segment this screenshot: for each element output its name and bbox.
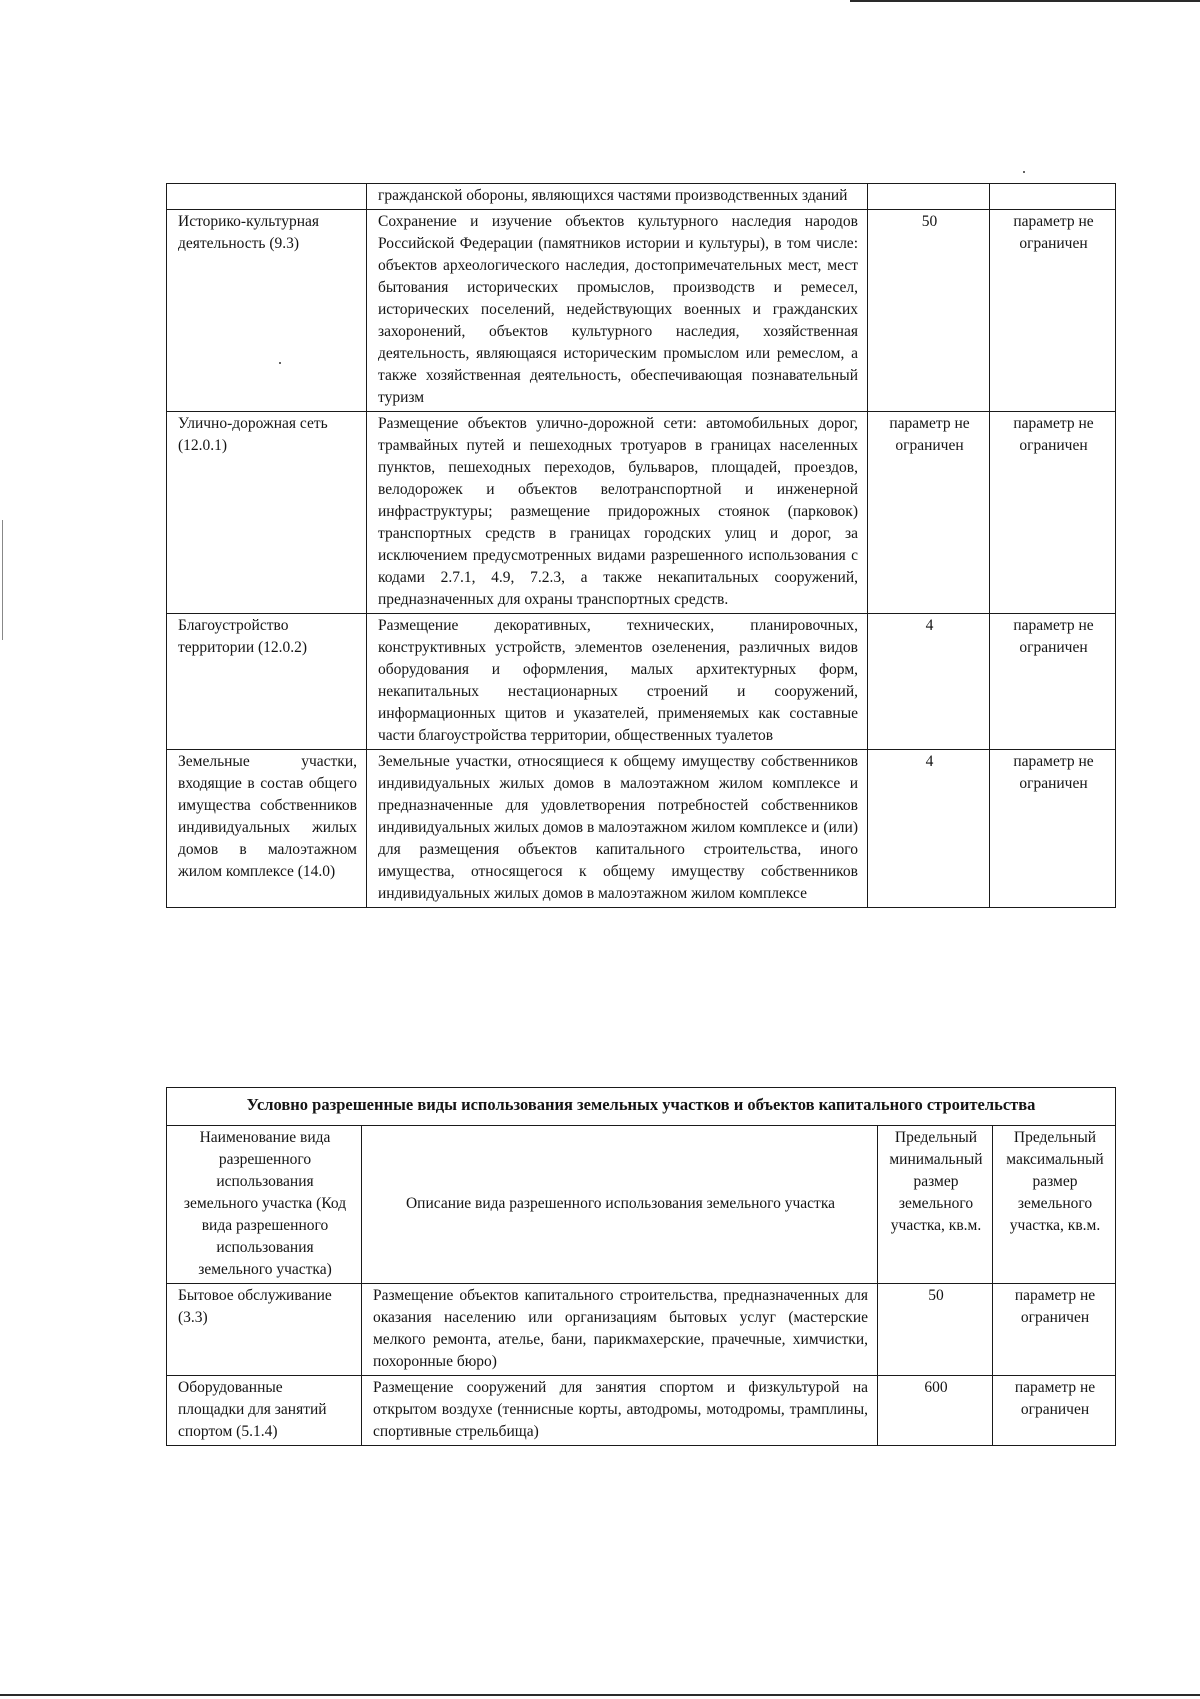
use-description-cell: Размещение декоративных, технических, планировочных, конструктивных устройств, элементов озеленения, различных видов оборудования и оформления, малых архитектурных форм, некапитальных нестационарных строений и сооружений, информационных щитов и указателей, применяемых как составные части благоустройства территории, общественных туалетов <box>367 614 868 750</box>
min-area-cell: 50 <box>868 210 990 412</box>
table-row <box>167 1284 1116 1376</box>
use-description-cell: Размещение объектов капитального строительства, предназначенных для оказания населению или организациям бытовых услуг (мастерские мелкого ремонта, ателье, бани, парикмахерские, прачечные, химчистки, похоронные бюро) <box>362 1284 878 1376</box>
max-area-cell: параметр не ограничен <box>993 1284 1116 1376</box>
scan-speck <box>1023 171 1025 173</box>
header-description: Описание вида разрешенного использования земельного участка <box>362 1126 878 1284</box>
table-row <box>167 184 1116 210</box>
use-name-cell: Земельные участки, входящие в состав общего имущества собственников индивидуальных жилых домов в малоэтажном жилом комплексе (14.0) <box>167 750 367 908</box>
min-area-cell: 600 <box>878 1376 993 1446</box>
min-area-cell: 4 <box>868 614 990 750</box>
use-description-cell: Земельные участки, относящиеся к общему имуществу собственников индивидуальных жилых домов в малоэтажном жилом комплексе и предназначенные для удовлетворения потребностей собственников индивидуальных жилых домов в малоэтажном жилом комплексе и (или) для размещения объектов капитального строительства, иного имущества, относящегося к общему имуществу собственников индивидуальных жилых домов в малоэтажном жилом комплексе <box>367 750 868 908</box>
table-header-row <box>167 1126 1116 1284</box>
table-row <box>167 750 1116 908</box>
use-description-cell: Размещение объектов улично-дорожной сети: автомобильных дорог, трамвайных путей и пешеходных тротуаров в границах населенных пунктов, пешеходных переходов, бульваров, площадей, проездов, велодорожек и объектов велотранспортной и инженерной инфраструктуры; размещение придорожных стоянок (парковок) транспортных средств в границах городских улиц и дорог, за исключением предусмотренных видами разрешенного использования с кодами 2.7.1, 4.9, 7.2.3, а также некапитальных сооружений, предназначенных для охраны транспортных средств. <box>367 412 868 614</box>
permitted-uses-table-continued <box>166 183 1116 908</box>
max-area-cell: параметр не ограничен <box>993 1376 1116 1446</box>
scan-edge-bottom <box>0 1694 1200 1696</box>
use-name-cell: Историко-культурная деятельность (9.3) <box>167 210 367 412</box>
table-row <box>167 210 1116 412</box>
use-description-cell: Сохранение и изучение объектов культурного наследия народов Российской Федерации (памятников истории и культуры), в том числе: объектов археологического наследия, достопримечательных мест, мест бытования исторических промыслов, производств и ремесел, исторических поселений, недействующих военных и гражданских захоронений, объектов культурного наследия, хозяйственная деятельность, являющаяся историческим промыслом или ремеслом, а также хозяйственная деятельность, обеспечивающая познавательный туризм <box>367 210 868 412</box>
use-name-cell <box>167 184 367 210</box>
min-area-cell <box>868 184 990 210</box>
max-area-cell: параметр не ограничен <box>990 412 1116 614</box>
table-title-row <box>167 1088 1116 1126</box>
min-area-cell: параметр не ограничен <box>868 412 990 614</box>
header-min-area: Предельный минимальный размер земельного участка, кв.м. <box>878 1126 993 1284</box>
use-name-cell: Бытовое обслуживание (3.3) <box>167 1284 362 1376</box>
min-area-cell: 4 <box>868 750 990 908</box>
use-name-cell: Оборудованные площадки для занятий спортом (5.1.4) <box>167 1376 362 1446</box>
max-area-cell: параметр не ограничен <box>990 210 1116 412</box>
table-row <box>167 614 1116 750</box>
header-max-area: Предельный максимальный размер земельного участка, кв.м. <box>993 1126 1116 1284</box>
conditionally-permitted-uses-table <box>166 1087 1116 1446</box>
table-row <box>167 1376 1116 1446</box>
min-area-cell: 50 <box>878 1284 993 1376</box>
max-area-cell <box>990 184 1116 210</box>
scan-edge-left <box>2 520 3 640</box>
use-description-cell: Размещение сооружений для занятия спортом и физкультурой на открытом воздухе (теннисные корты, автодромы, мотодромы, трамплины, спортивные стрельбища) <box>362 1376 878 1446</box>
max-area-cell: параметр не ограничен <box>990 614 1116 750</box>
scan-edge-top <box>850 0 1200 2</box>
table-row <box>167 412 1116 614</box>
header-use-name: Наименование вида разрешенного использования земельного участка (Код вида разрешенного использования земельного участка) <box>167 1126 362 1284</box>
use-name-cell: Улично-дорожная сеть (12.0.1) <box>167 412 367 614</box>
table-title: Условно разрешенные виды использования земельных участков и объектов капитального строительства <box>167 1088 1116 1126</box>
use-description-cell: гражданской обороны, являющихся частями производственных зданий <box>367 184 868 210</box>
max-area-cell: параметр не ограничен <box>990 750 1116 908</box>
use-name-cell: Благоустройство территории (12.0.2) <box>167 614 367 750</box>
